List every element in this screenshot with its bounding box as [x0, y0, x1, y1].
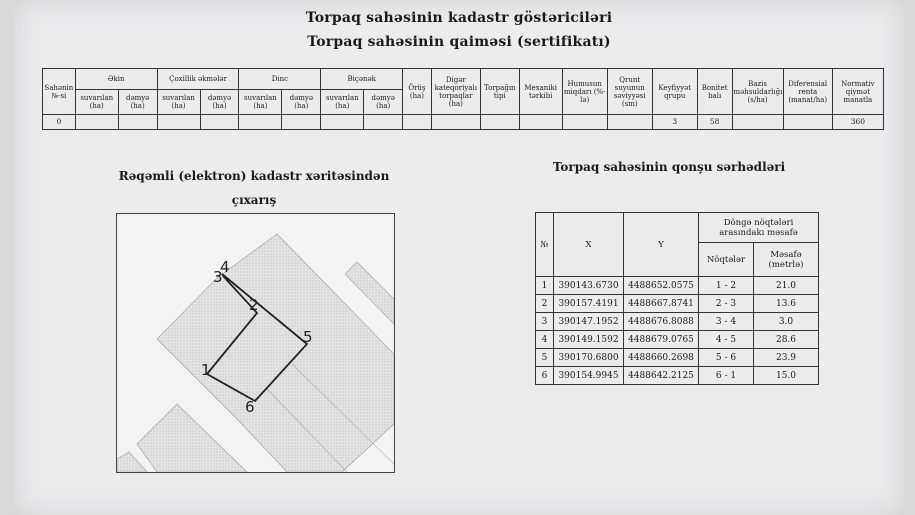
col-mexaniki-header: Mexaniki tərkibi	[519, 69, 562, 115]
cell-keyfiyyet: 3	[652, 115, 697, 130]
group-dinc-header: Dinc	[239, 69, 321, 90]
col-sahe-header: Sahənin №-si	[43, 69, 76, 115]
col-normativ-header: Normativ qiymət manatla	[832, 69, 883, 115]
map-section-title: Rəqəmli (elektron) kadastr xəritəsindən çıxarış	[118, 169, 390, 207]
page-title: Torpaq sahəsinin kadastr göstəriciləri	[305, 10, 613, 26]
col-x-header: X	[554, 213, 624, 277]
sub-demye: dəmyə (ha)	[118, 90, 157, 115]
table-row: 1 390143.6730 4488652.0575 1 - 2 21.0	[536, 277, 819, 295]
col-no-header: №	[536, 213, 554, 277]
certificate-sheet	[14, 0, 904, 515]
col-diger-header: Digər kateqoriyalı torpaqlar (ha)	[431, 69, 480, 115]
table-row: 4 390149.1592 4488679.0765 4 - 5 28.6	[536, 331, 819, 349]
map-drawing	[117, 214, 394, 472]
col-diferensial-header: Diferensial renta (manat/ha)	[783, 69, 832, 115]
sub-demye: dəmyə (ha)	[364, 90, 403, 115]
point-label-1: 1	[201, 361, 211, 379]
col-humus-header: Humusun miqdarı (%-lə)	[562, 69, 607, 115]
point-label-5: 5	[303, 328, 313, 346]
sub-suvarilan: suvarılan (ha)	[157, 90, 200, 115]
page-subtitle: Torpaq sahəsinin qaiməsi (sertifikatı)	[307, 34, 611, 50]
col-distance-header: Məsafə (metrlə)	[754, 243, 819, 277]
col-otus-header: Örüş (ha)	[403, 69, 432, 115]
group-coxillik-header: Çoxillik əkmələr	[157, 69, 239, 90]
col-bonitet-header: Bonitet balı	[697, 69, 732, 115]
col-y-header: Y	[624, 213, 699, 277]
point-label-4: 4	[220, 258, 230, 276]
col-torpaq-tipi-header: Torpağın tipi	[480, 69, 519, 115]
sub-suvarilan: suvarılan (ha)	[75, 90, 118, 115]
cell-sahe: 0	[43, 115, 76, 130]
point-label-2: 2	[249, 296, 259, 314]
table-row: 5 390170.6800 4488660.2698 5 - 6 23.9	[536, 349, 819, 367]
neighbor-parcel-lower	[137, 404, 247, 472]
neighbor-parcel-left	[117, 452, 147, 472]
point-label-6: 6	[245, 398, 255, 416]
neighbors-section-title: Torpaq sahəsinin qonşu sərhədləri	[552, 160, 786, 174]
table-row: 2 390157.4191 4488667.8741 2 - 3 13.6	[536, 295, 819, 313]
table-row: 6 390154.9945 4488642.2125 6 - 1 15.0	[536, 367, 819, 385]
cadastre-map-extract	[116, 213, 395, 473]
cell-normativ: 360	[832, 115, 883, 130]
col-qrunt-header: Qrunt suyunun səviyyəsi (sm)	[607, 69, 652, 115]
point-label-3: 3	[213, 268, 223, 286]
sub-suvarilan: suvarılan (ha)	[321, 90, 364, 115]
cadastre-indicators-table	[42, 68, 884, 130]
col-bazis-header: Bazis məhsuldarlığı (s/ha)	[732, 69, 783, 115]
col-points-header: Nöqtələr	[699, 243, 754, 277]
sub-demye: dəmyə (ha)	[200, 90, 239, 115]
col-distance-group-header: Döngə nöqtələri arasındakı məsafə	[699, 213, 819, 243]
sub-suvarilan: suvarılan (ha)	[239, 90, 282, 115]
group-bicenek-header: Biçənək	[321, 69, 403, 90]
cell-bonitet: 58	[697, 115, 732, 130]
group-ekin-header: Əkin	[75, 69, 157, 90]
table-row: 3 390147.1952 4488676.8088 3 - 4 3.0	[536, 313, 819, 331]
col-keyfiyyet-header: Keyfiyyət qrupu	[652, 69, 697, 115]
sub-demye: dəmyə (ha)	[282, 90, 321, 115]
neighbor-boundaries-table	[535, 212, 819, 385]
